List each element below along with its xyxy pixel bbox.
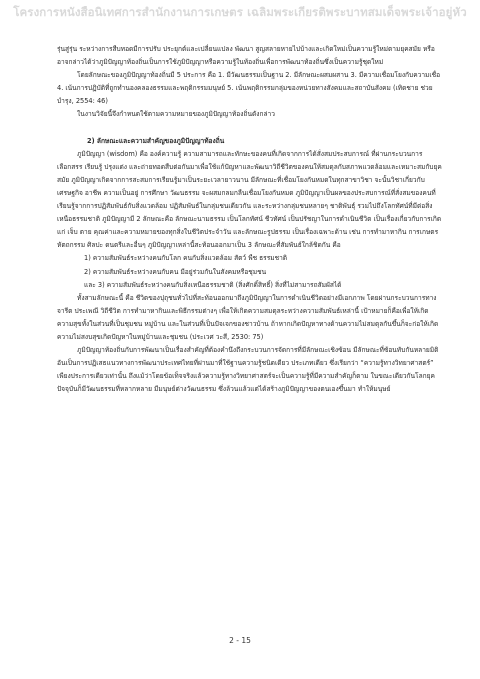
- paragraph-5: ทั้งสามลักษณะนี้ คือ ชีวิตของปุถุชนทั่วไปที่สะท้อนออกมาถึงภูมิปัญญาในการดำเนินชีวิตอย่างมีเอกภาพ โดยผ่านกระบวนการทางจารีต ประเพณี วิถีชีวิต การทำมาหากินและพิธีกรรมต่างๆ เพื่อให้เกิดความสมดุลระหว่างความสัมพันธ์เหล่านี้ เป้าหมายก็คือเพื่อให้เกิดความสุขทั้งในส่วนที่เป็นชุมชน หมู่บ้าน และในส่วนที่เป็นปัจเจกของชาวบ้าน ถ้าหากเกิดปัญหาทางด้านความไม่สมดุลกันขึ้นก็จะก่อให้เกิดความไม่สงบสุขเกิดปัญหาในหมู่บ้านและชุมชน (ประเวศ วะสี, 2530: 75): [57, 293, 439, 341]
- list-item: 1) ความสัมพันธ์ระหว่างคนกับโลก คนกับสิ่งแวดล้อม สัตว์ พืช ธรรมชาติ: [84, 254, 288, 263]
- list-item: และ 3) ความสัมพันธ์ระหว่างคนกับสิ่งเหนือธรรมชาติ (สิ่งศักดิ์สิทธิ์) สิ่งที่ไม่สามารถสัมผัสได้: [84, 280, 342, 289]
- body-text: [57, 43, 442, 396]
- paragraph-3: ในงานวิจัยนี้จึงกำหนดใช้ตามความหมายของภูมิปัญญาท้องถิ่นดังกล่าว: [77, 110, 275, 119]
- page-number: 2 - 15: [229, 636, 251, 645]
- paragraph-2: โดยลักษณะของภูมิปัญญาท้องถิ่นมี 5 ประการ คือ 1. มีวัฒนธรรมเป็นฐาน 2. มีลักษณะผสมผสาน 3. มีความเชื่อมโยงกับความเชื่อ 4. เน้นการปฏิบัติที่ถูกทำนองคลองธรรมและพฤติกรรมมนุษย์ 5. เน้นพฤติกรรมกลุ่มของหน่วยทางสังคมและสถาบันสังคม (เทิดชาย ช่วยบำรุง, 2554: 46): [57, 71, 441, 106]
- paragraph-4: ภูมิปัญญา (wisdom) คือ องค์ความรู้ ความสามารถและทักษะของคนที่เกิดจากการได้สั่งสมประสบการณ์ ที่ผ่านกระบวนการเลือกสรร เรียนรู้ ปรุงแต่ง และถ่ายทอดสืบต่อกันมาเพื่อใช้แก้ปัญหาและพัฒนาวิถีชีวิตของคนให้สมดุลกับสภาพแวดล้อมและเหมาะสมกับยุคสมัย ภูมิปัญญาเกิดจากการสะสมการเรียนรู้มาเป็นระยะเวลายาวนาน มีลักษณะที่เชื่อมโยงกันหมดในทุกสาขาวิชา จะนั้นวิชาเกี่ยวกับเศรษฐกิจ อาชีพ ความเป็นอยู่ การศึกษา วัฒนธรรม จะผสมกลมกลืนเชื่อมโยงกันหมด ภูมิปัญญาเป็นผลของประสบการณ์ที่สั่งสมของคนที่เรียนรู้จากการปฏิสัมพันธ์กับสิ่งแวดล้อม ปฏิสัมพันธ์ในกลุ่มชนเดียวกัน และระหว่างกลุ่มชนหลายๆ ชาติพันธุ์ รวมไปถึงโลกทัศน์ที่มีต่อสิ่งเหนือธรรมชาติ ภูมิปัญญามี 2 ลักษณะคือ ลักษณะนามธรรม เป็นโลกทัศน์ ชีวทัศน์ เป็นปรัชญาในการดำเนินชีวิต เป็นเรื่องเกี่ยวกับการเกิด แก่ เจ็บ ตาย คุณค่าและความหมายของทุกสิ่งในชีวิตประจำวัน และลักษณะรูปธรรม เป็นเรื่องเฉพาะด้าน เช่น การทำมาหากิน การเกษตร หัตถกรรม ศิลปะ ดนตรีและอื่นๆ ภูมิปัญญาเหล่านี้สะท้อนออกมาเป็น 3 ลักษณะที่สัมพันธ์ใกล้ชิดกัน คือ: [57, 149, 442, 250]
- paragraph-6: ภูมิปัญญาท้องถิ่นกับการพัฒนาเป็นเรื่องสำคัญที่ต้องคำนึงถึงกระบวนการจัดการที่มีลักษณะเชิงซ้อน มีลักษณะที่ซ้อนทับกันหลายมิติ อันเป็นการปฏิเสธแนวทางการพัฒนาประเทศไทยที่ผ่านมาที่ใช้ฐานความรู้ชนิดเดียว ประเภทเดียว ซึ่งเรียกว่า “ความรู้ทางวิทยาศาสตร์” เพียงประการเดียวเท่านั้น ถึงแม้ว่าโดยข้อเท็จจริงแล้วความรู้ทางวิทยาศาสตร์จะเป็นความรู้ที่มีความสำคัญก็ตาม ในขณะเดียวกันโลกยุคปัจจุบันก็มีวัฒนธรรมที่หลากหลาย มีมนุษย์ต่างวัฒนธรรม ซึ่งล้วนแล้วแต่ได้สร้างภูมิปัญญาของตนเองขึ้นมา ทำให้มนุษย์: [57, 346, 439, 394]
- section-heading: 2) ลักษณะและความสำคัญของภูมิปัญญาท้องถิ่น: [87, 136, 225, 145]
- running-header: โครงการหนังสือนิเทศการสำนักงานการเกษตร เฉลิมพระเกียรติพระบาทสมเด็จพระเจ้าอยู่หัว: [13, 5, 467, 19]
- paragraph-1: รุ่นสู่รุ่น ระหว่างการสืบทอดมีการปรับ ประยุกต์และเปลี่ยนแปลง พัฒนา สูญสลายหายไปบ้างและเกิดใหม่เป็นความรู้ใหม่ตามยุคสมัย หรืออาจกล่าวได้ว่าภูมิปัญญาท้องถิ่นเป็นการใช้ภูมิปัญญาหรือความรู้ในท้องถิ่นเพื่อการพัฒนาท้องถิ่นซึ่งเป็นความรู้ชุดใหม่: [57, 45, 435, 67]
- list-item: 2) ความสัมพันธ์ระหว่างคนกับคน มีอยู่ร่วมกันในสังคมหรือชุมชน: [84, 267, 267, 276]
